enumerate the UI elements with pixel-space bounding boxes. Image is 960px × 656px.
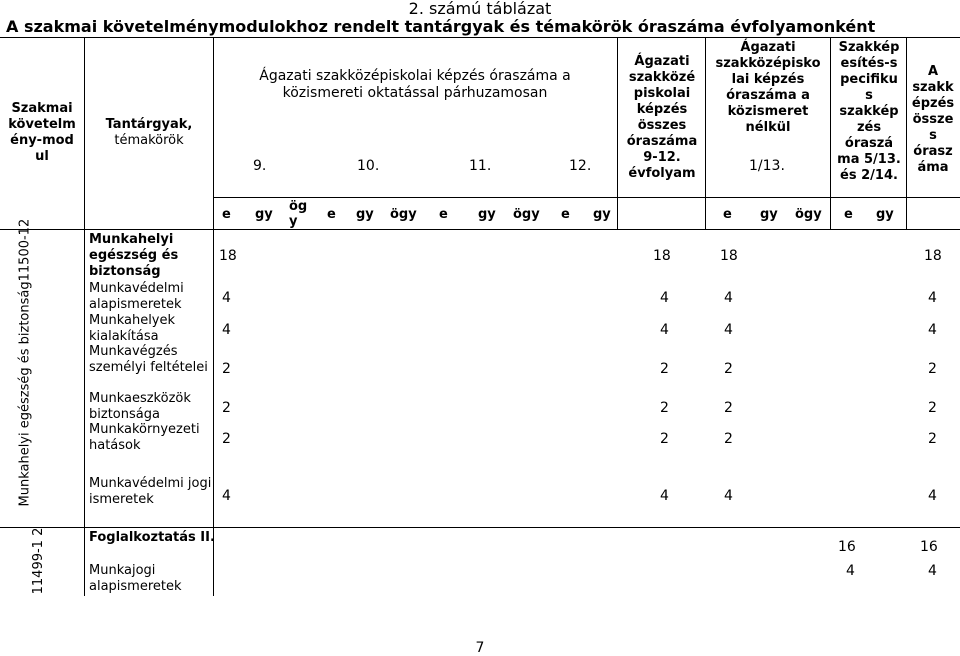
- row-value: 4: [222, 290, 231, 306]
- sub-e: e: [439, 207, 448, 222]
- row-value: 4: [660, 290, 669, 306]
- sub-gy: gy: [255, 207, 273, 222]
- row-value: 2: [222, 400, 231, 416]
- row-value: 2: [724, 361, 733, 377]
- row-value: 4: [222, 488, 231, 504]
- total-column-header: Ágazati szakközé piskolai képzés összes óraszáma 9-12. évfolyam: [626, 54, 698, 181]
- row-value: 4: [928, 290, 937, 306]
- row-value: 4: [724, 290, 733, 306]
- row-topic: Munkavédelmi alapismeretek: [89, 281, 184, 312]
- row-topic: Munkahelyek kialakítása: [89, 313, 176, 344]
- row-value: 2: [724, 400, 733, 416]
- sub-gy: gy: [876, 207, 894, 222]
- row-topic: Munkakörnyezeti hatások: [89, 422, 200, 453]
- row-topic: Munkavédelmi jogi ismeretek: [89, 476, 212, 507]
- module-column-header: Szakmai követelm ény-mod ul: [8, 101, 76, 164]
- row-value: 2: [928, 361, 937, 377]
- grade-10: 10.: [357, 158, 380, 174]
- sub-e: e: [327, 207, 336, 222]
- sub-e: e: [561, 207, 570, 222]
- subject-header-bold: Tantárgyak,: [105, 117, 193, 132]
- row-topic: Munkahelyi egészség és biztonság: [89, 232, 179, 279]
- row-value: 2: [660, 431, 669, 447]
- row-value: 4: [660, 488, 669, 504]
- parallel-column-header: Ágazati szakközépiskolai képzés óraszáma a közismereti oktatással párhuzamosan: [259, 68, 571, 101]
- row-value: 4: [928, 563, 937, 579]
- row-value: 4: [928, 322, 937, 338]
- sub-ogy: ögy: [513, 207, 540, 222]
- grade-13: 1/13.: [749, 158, 785, 174]
- module-code-11500: [17, 218, 33, 507]
- page-number: 7: [475, 640, 485, 656]
- row-value: 4: [724, 322, 733, 338]
- row-value: 2: [928, 400, 937, 416]
- row-value: 4: [222, 322, 231, 338]
- row-value: 4: [928, 488, 937, 504]
- sub-ogy: ögy: [795, 207, 822, 222]
- specific-column-header: Szakkép esítés-s pecifiku s szakkép zés óraszá ma 5/13. és 2/14.: [837, 40, 901, 183]
- row-value: 4: [660, 322, 669, 338]
- row-topic: Foglalkoztatás II.: [89, 530, 215, 545]
- row-value: 2: [724, 431, 733, 447]
- subject-header-normal: témakörök: [114, 133, 184, 148]
- module-code-11499: 11499-1 2: [31, 527, 46, 595]
- sub-ogy: ögy: [390, 207, 417, 222]
- row-value: 2: [222, 361, 231, 377]
- table-number: 2. számú táblázat: [408, 0, 552, 18]
- module-name: Munkahelyi egészség és biztonság: [17, 281, 33, 507]
- grade-11: 11.: [469, 158, 492, 174]
- row-value: 16: [920, 539, 938, 555]
- sub-e: e: [222, 207, 231, 222]
- row-topic: Munkaeszközök biztonsága: [89, 391, 191, 422]
- grand-total-column-header: A szakk épzés össze s órasz áma: [911, 64, 955, 175]
- row-value: 18: [720, 248, 738, 264]
- without-column-header: Ágazati szakközépisko lai képzés óraszáma a közismeret nélkül: [715, 40, 821, 135]
- row-value: 18: [924, 248, 942, 264]
- module-code: 11500-12: [17, 218, 33, 282]
- row-value: 2: [928, 431, 937, 447]
- sub-gy: gy: [593, 207, 611, 222]
- sub-gy: gy: [760, 207, 778, 222]
- row-value: 2: [660, 400, 669, 416]
- sub-ogy: ög y: [289, 199, 308, 229]
- sub-gy: gy: [478, 207, 496, 222]
- row-topic: Munkajogi alapismeretek: [89, 563, 182, 594]
- sub-e: e: [844, 207, 853, 222]
- row-topic: Munkavégzés személyi feltételei: [89, 344, 208, 375]
- row-value: 16: [838, 539, 856, 555]
- grade-12: 12.: [569, 158, 592, 174]
- row-value: 18: [653, 248, 671, 264]
- row-value: 4: [846, 563, 855, 579]
- row-value: 2: [660, 361, 669, 377]
- sub-e: e: [723, 207, 732, 222]
- row-value: 2: [222, 431, 231, 447]
- table-title: A szakmai követelménymodulokhoz rendelt tantárgyak és témakörök óraszáma évfolyamonként: [6, 17, 876, 36]
- row-value: 4: [724, 488, 733, 504]
- subject-column-header: [88, 117, 210, 149]
- row-value: 18: [219, 248, 237, 264]
- sub-gy: gy: [356, 207, 374, 222]
- grade-9: 9.: [253, 158, 267, 174]
